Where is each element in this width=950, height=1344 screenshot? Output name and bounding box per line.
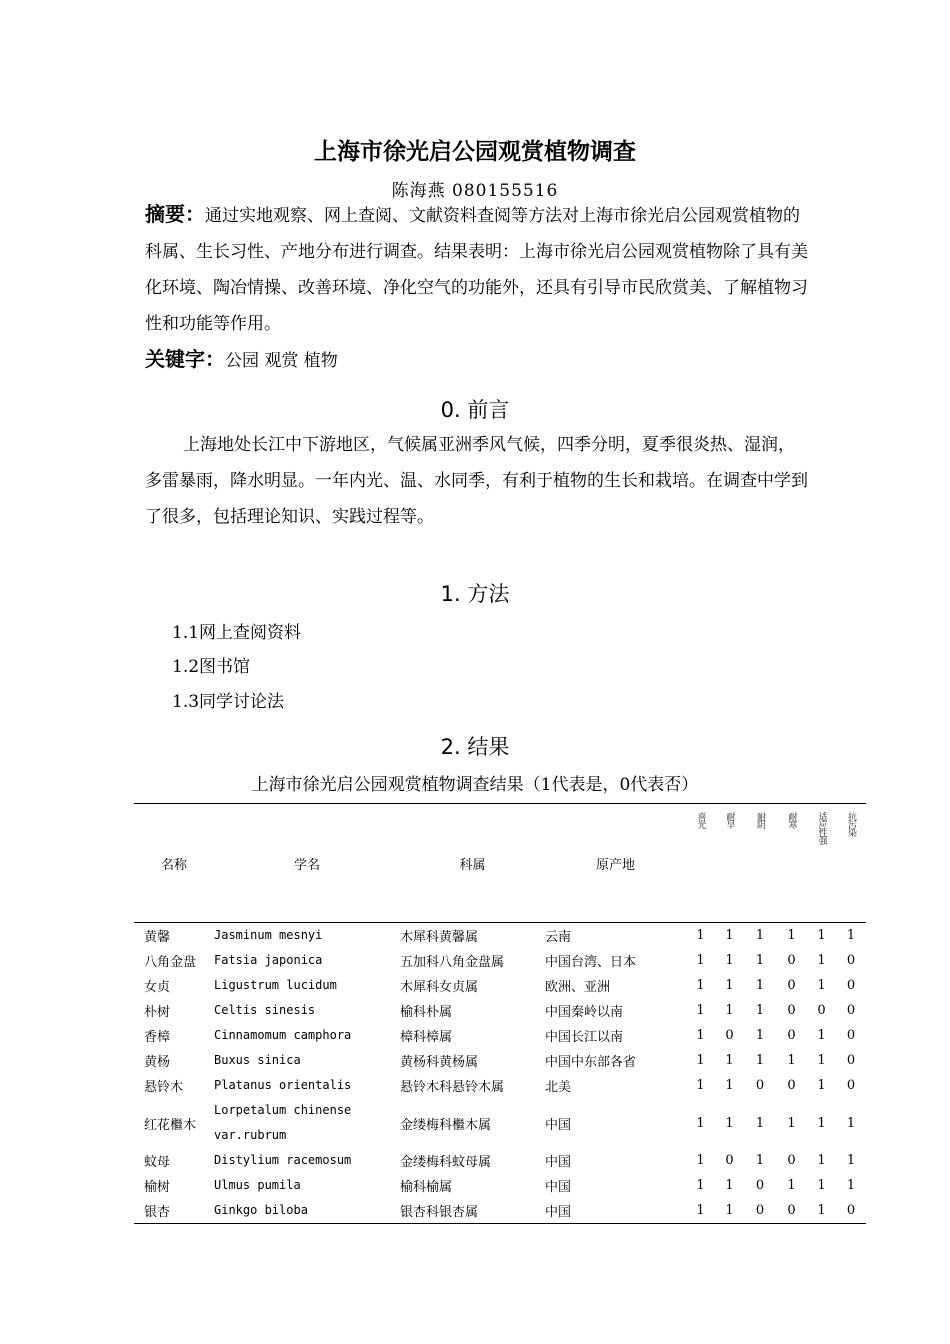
section-0-body: 上海地处长江中下游地区，气候属亚洲季风气候，四季分明，夏季很炎热、湿润，多雷暴雨，降水明显。一年内光、温、水同季，有利于植物的生长和栽培。在调查中学到了很多，包括理论知识、实践过程等。 — [145, 435, 808, 527]
abstract-text: 通过实地观察、网上查阅、文献资料查阅等方法对上海市徐光启公园观赏植物的科属、生长习性、产地分布进行调查。结果表明：上海市徐光启公园观赏植物除了具有美化环境、陶冶情操、改善环境、净化空气的功能外，还具有引导市民欣赏美、了解植物习性和功能等作用。 — [145, 206, 808, 334]
author-line: 陈海燕 080155516 — [391, 181, 559, 201]
trait-value-cell: 0 — [846, 1078, 856, 1093]
trait-value-cell: 0 — [787, 978, 796, 993]
trait-label: 喜光 — [695, 812, 706, 828]
origin-cell: 中国 — [545, 1155, 572, 1170]
origin-cell: 中国台湾、日本 — [545, 955, 637, 970]
plant-name-cell: 红花檵木 — [144, 1117, 197, 1133]
plant-name-cell: 八角金盘 — [144, 955, 197, 970]
origin-cell: 中国中东部各省 — [545, 1055, 637, 1070]
table-row — [134, 1073, 866, 1098]
family-cell: 银杏科银杏属 — [400, 1198, 545, 1224]
trait-value-cell: 0 — [776, 1198, 807, 1224]
plant-name-cell: 香樟 — [144, 1030, 171, 1045]
family-cell: 木犀科女贞属 — [400, 980, 479, 995]
scientific-name-cell: Fatsia japonica — [214, 953, 323, 967]
method-item: 1.3同学讨论法 — [172, 692, 285, 712]
trait-value-cell: 0 — [836, 1198, 866, 1224]
trait-value-cell: 1 — [817, 1028, 826, 1043]
trait-value-cell: 0 — [846, 978, 856, 993]
trait-value-cell: 1 — [787, 928, 796, 943]
table-row — [134, 973, 866, 998]
trait-value-cell: 1 — [817, 1053, 826, 1068]
col-header-trait — [686, 804, 715, 923]
trait-value-cell: 1 — [725, 1053, 734, 1068]
scientific-name-cell: Jasminum mesnyi — [214, 928, 323, 942]
abstract — [145, 196, 810, 342]
col-header-trait — [776, 804, 807, 923]
family-cell: 五加科八角金盘属 — [400, 955, 505, 970]
trait-value-cell: 1 — [696, 1178, 705, 1193]
trait-value-cell: 1 — [755, 1115, 765, 1131]
origin-cell: 中国长江以南 — [545, 1030, 624, 1045]
table-header-row — [134, 804, 866, 923]
scientific-name-cell: Platanus orientalis — [214, 1078, 352, 1092]
section-1-heading: 1. 方法 — [440, 582, 510, 606]
plant-name-cell: 银杏 — [134, 1198, 214, 1224]
table-row — [134, 1198, 866, 1224]
trait-label: 抗污染 — [846, 812, 856, 836]
section-0-heading: 0. 前言 — [440, 398, 510, 422]
origin-cell: 北美 — [545, 1080, 572, 1095]
trait-value-cell: 1 — [696, 1028, 705, 1043]
trait-value-cell: 1 — [725, 953, 734, 968]
trait-value-cell: 1 — [755, 928, 765, 943]
trait-value-cell: 0 — [817, 1003, 826, 1018]
trait-value-cell: 0 — [787, 1028, 796, 1043]
page-title: 上海市徐光启公园观赏植物调查 — [314, 139, 636, 165]
table-caption: 上海市徐光启公园观赏植物调查结果（1代表是，0代表否） — [251, 775, 699, 795]
trait-value-cell: 1 — [846, 1115, 856, 1131]
trait-value-cell: 1 — [787, 1053, 796, 1068]
table-row — [134, 1098, 866, 1148]
trait-value-cell: 1 — [817, 1115, 826, 1131]
trait-value-cell: 1 — [725, 1178, 734, 1193]
origin-cell: 中国 — [545, 1117, 572, 1133]
table-row — [134, 998, 866, 1023]
trait-value-cell: 0 — [846, 1053, 856, 1068]
plant-name-cell: 朴树 — [144, 1005, 171, 1020]
trait-value-cell: 0 — [787, 1003, 796, 1018]
plant-name-cell: 女贞 — [144, 980, 171, 995]
trait-value-cell: 0 — [846, 953, 856, 968]
trait-value-cell: 1 — [755, 1153, 765, 1168]
trait-value-cell: 1 — [817, 928, 826, 943]
section-2-heading: 2. 结果 — [440, 735, 510, 759]
scientific-name-cell: Ligustrum lucidum — [214, 978, 337, 992]
trait-value-cell: 0 — [846, 1003, 856, 1018]
scientific-name-cell: Lorpetalum chinense var.rubrum — [214, 1103, 352, 1142]
trait-label: 耐寒 — [786, 812, 797, 828]
col-header-origin: 原产地 — [545, 804, 686, 923]
trait-value-cell: 1 — [807, 1198, 836, 1224]
trait-value-cell: 1 — [725, 1003, 734, 1018]
trait-label: 耐旱 — [724, 812, 735, 828]
table-row — [134, 1048, 866, 1073]
family-cell: 樟科樟属 — [400, 1030, 453, 1045]
trait-value-cell: 1 — [787, 1115, 796, 1131]
table-row — [134, 923, 866, 949]
trait-value-cell: 1 — [817, 978, 826, 993]
keywords — [145, 341, 810, 379]
scientific-name-cell: Buxus sinica — [214, 1053, 301, 1067]
family-cell: 木犀科黄馨属 — [400, 930, 479, 945]
origin-cell: 中国 — [545, 1198, 686, 1224]
trait-value-cell: 0 — [846, 1028, 856, 1043]
col-header-name: 名称 — [134, 804, 214, 923]
family-cell: 悬铃木科悬铃木属 — [400, 1080, 505, 1095]
trait-value-cell: 1 — [725, 978, 734, 993]
family-cell: 金缕梅科蚊母属 — [400, 1155, 492, 1170]
trait-value-cell: 1 — [755, 1028, 765, 1043]
origin-cell: 中国 — [545, 1180, 572, 1195]
col-header-trait — [836, 804, 866, 923]
keywords-text: 公园 观赏 植物 — [225, 351, 338, 371]
trait-value-cell: 1 — [725, 1115, 734, 1131]
trait-value-cell: 1 — [846, 928, 856, 943]
scientific-name-cell: Ulmus pumila — [214, 1178, 301, 1192]
plant-name-cell: 黄馨 — [144, 930, 171, 945]
trait-value-cell: 1 — [817, 1178, 826, 1193]
trait-value-cell: 1 — [686, 1198, 715, 1224]
origin-cell: 欧洲、亚洲 — [545, 980, 611, 995]
trait-label: 耐阴 — [755, 812, 765, 828]
table-row — [134, 1148, 866, 1173]
col-header-trait — [715, 804, 744, 923]
family-cell: 榆科朴属 — [400, 1005, 453, 1020]
trait-value-cell: 1 — [787, 1178, 796, 1193]
trait-value-cell: 1 — [696, 1003, 705, 1018]
trait-value-cell: 1 — [755, 953, 765, 968]
col-header-trait — [807, 804, 836, 923]
family-cell: 黄杨科黄杨属 — [400, 1055, 479, 1070]
plant-name-cell: 蚊母 — [144, 1155, 171, 1170]
results-table — [134, 803, 866, 1224]
trait-label: 适应性强 — [816, 812, 827, 844]
origin-cell: 云南 — [545, 930, 572, 945]
trait-value-cell: 1 — [696, 1053, 705, 1068]
trait-value-cell: 0 — [755, 1178, 765, 1193]
trait-value-cell: 1 — [696, 1153, 705, 1168]
trait-value-cell: 1 — [817, 1078, 826, 1093]
trait-value-cell: 0 — [744, 1198, 776, 1224]
scientific-name-cell: Celtis sinesis — [214, 1003, 316, 1017]
table-row — [134, 1173, 866, 1198]
abstract-label: 摘要： — [145, 202, 205, 226]
trait-value-cell: 1 — [696, 953, 705, 968]
method-item: 1.2图书馆 — [172, 657, 251, 677]
trait-value-cell: 1 — [696, 928, 705, 943]
trait-value-cell: 1 — [817, 953, 826, 968]
plant-name-cell: 悬铃木 — [144, 1080, 184, 1095]
trait-value-cell: 0 — [787, 1153, 796, 1168]
trait-value-cell: 1 — [696, 1115, 705, 1131]
trait-value-cell: 1 — [755, 1003, 765, 1018]
trait-value-cell: 0 — [725, 1028, 734, 1043]
table-row — [134, 1023, 866, 1048]
table-row — [134, 948, 866, 973]
col-header-trait — [744, 804, 776, 923]
trait-value-cell: 1 — [725, 1078, 734, 1093]
method-item: 1.1网上查阅资料 — [172, 623, 302, 643]
trait-value-cell: 1 — [715, 1198, 744, 1224]
scientific-name-cell: Ginkgo biloba — [214, 1198, 400, 1224]
family-cell: 榆科榆属 — [400, 1180, 453, 1195]
origin-cell: 中国秦岭以南 — [545, 1005, 624, 1020]
family-cell: 金缕梅科檵木属 — [400, 1117, 492, 1133]
trait-value-cell: 0 — [755, 1078, 765, 1093]
plant-name-cell: 榆树 — [144, 1180, 171, 1195]
trait-value-cell: 1 — [846, 1153, 856, 1168]
trait-value-cell: 1 — [696, 978, 705, 993]
trait-value-cell: 1 — [817, 1153, 826, 1168]
scientific-name-cell: Distylium racemosum — [214, 1153, 352, 1167]
trait-value-cell: 0 — [725, 1153, 734, 1168]
trait-value-cell: 1 — [725, 928, 734, 943]
trait-value-cell: 1 — [755, 978, 765, 993]
trait-value-cell: 0 — [787, 953, 796, 968]
col-header-family: 科属 — [400, 804, 545, 923]
plant-name-cell: 黄杨 — [144, 1055, 171, 1070]
col-header-sci: 学名 — [214, 804, 400, 923]
trait-value-cell: 1 — [846, 1178, 856, 1193]
scientific-name-cell: Cinnamomum camphora — [214, 1028, 352, 1042]
trait-value-cell: 1 — [696, 1078, 705, 1093]
trait-value-cell: 0 — [787, 1078, 796, 1093]
trait-value-cell: 1 — [755, 1053, 765, 1068]
keywords-label: 关键字： — [145, 347, 225, 371]
